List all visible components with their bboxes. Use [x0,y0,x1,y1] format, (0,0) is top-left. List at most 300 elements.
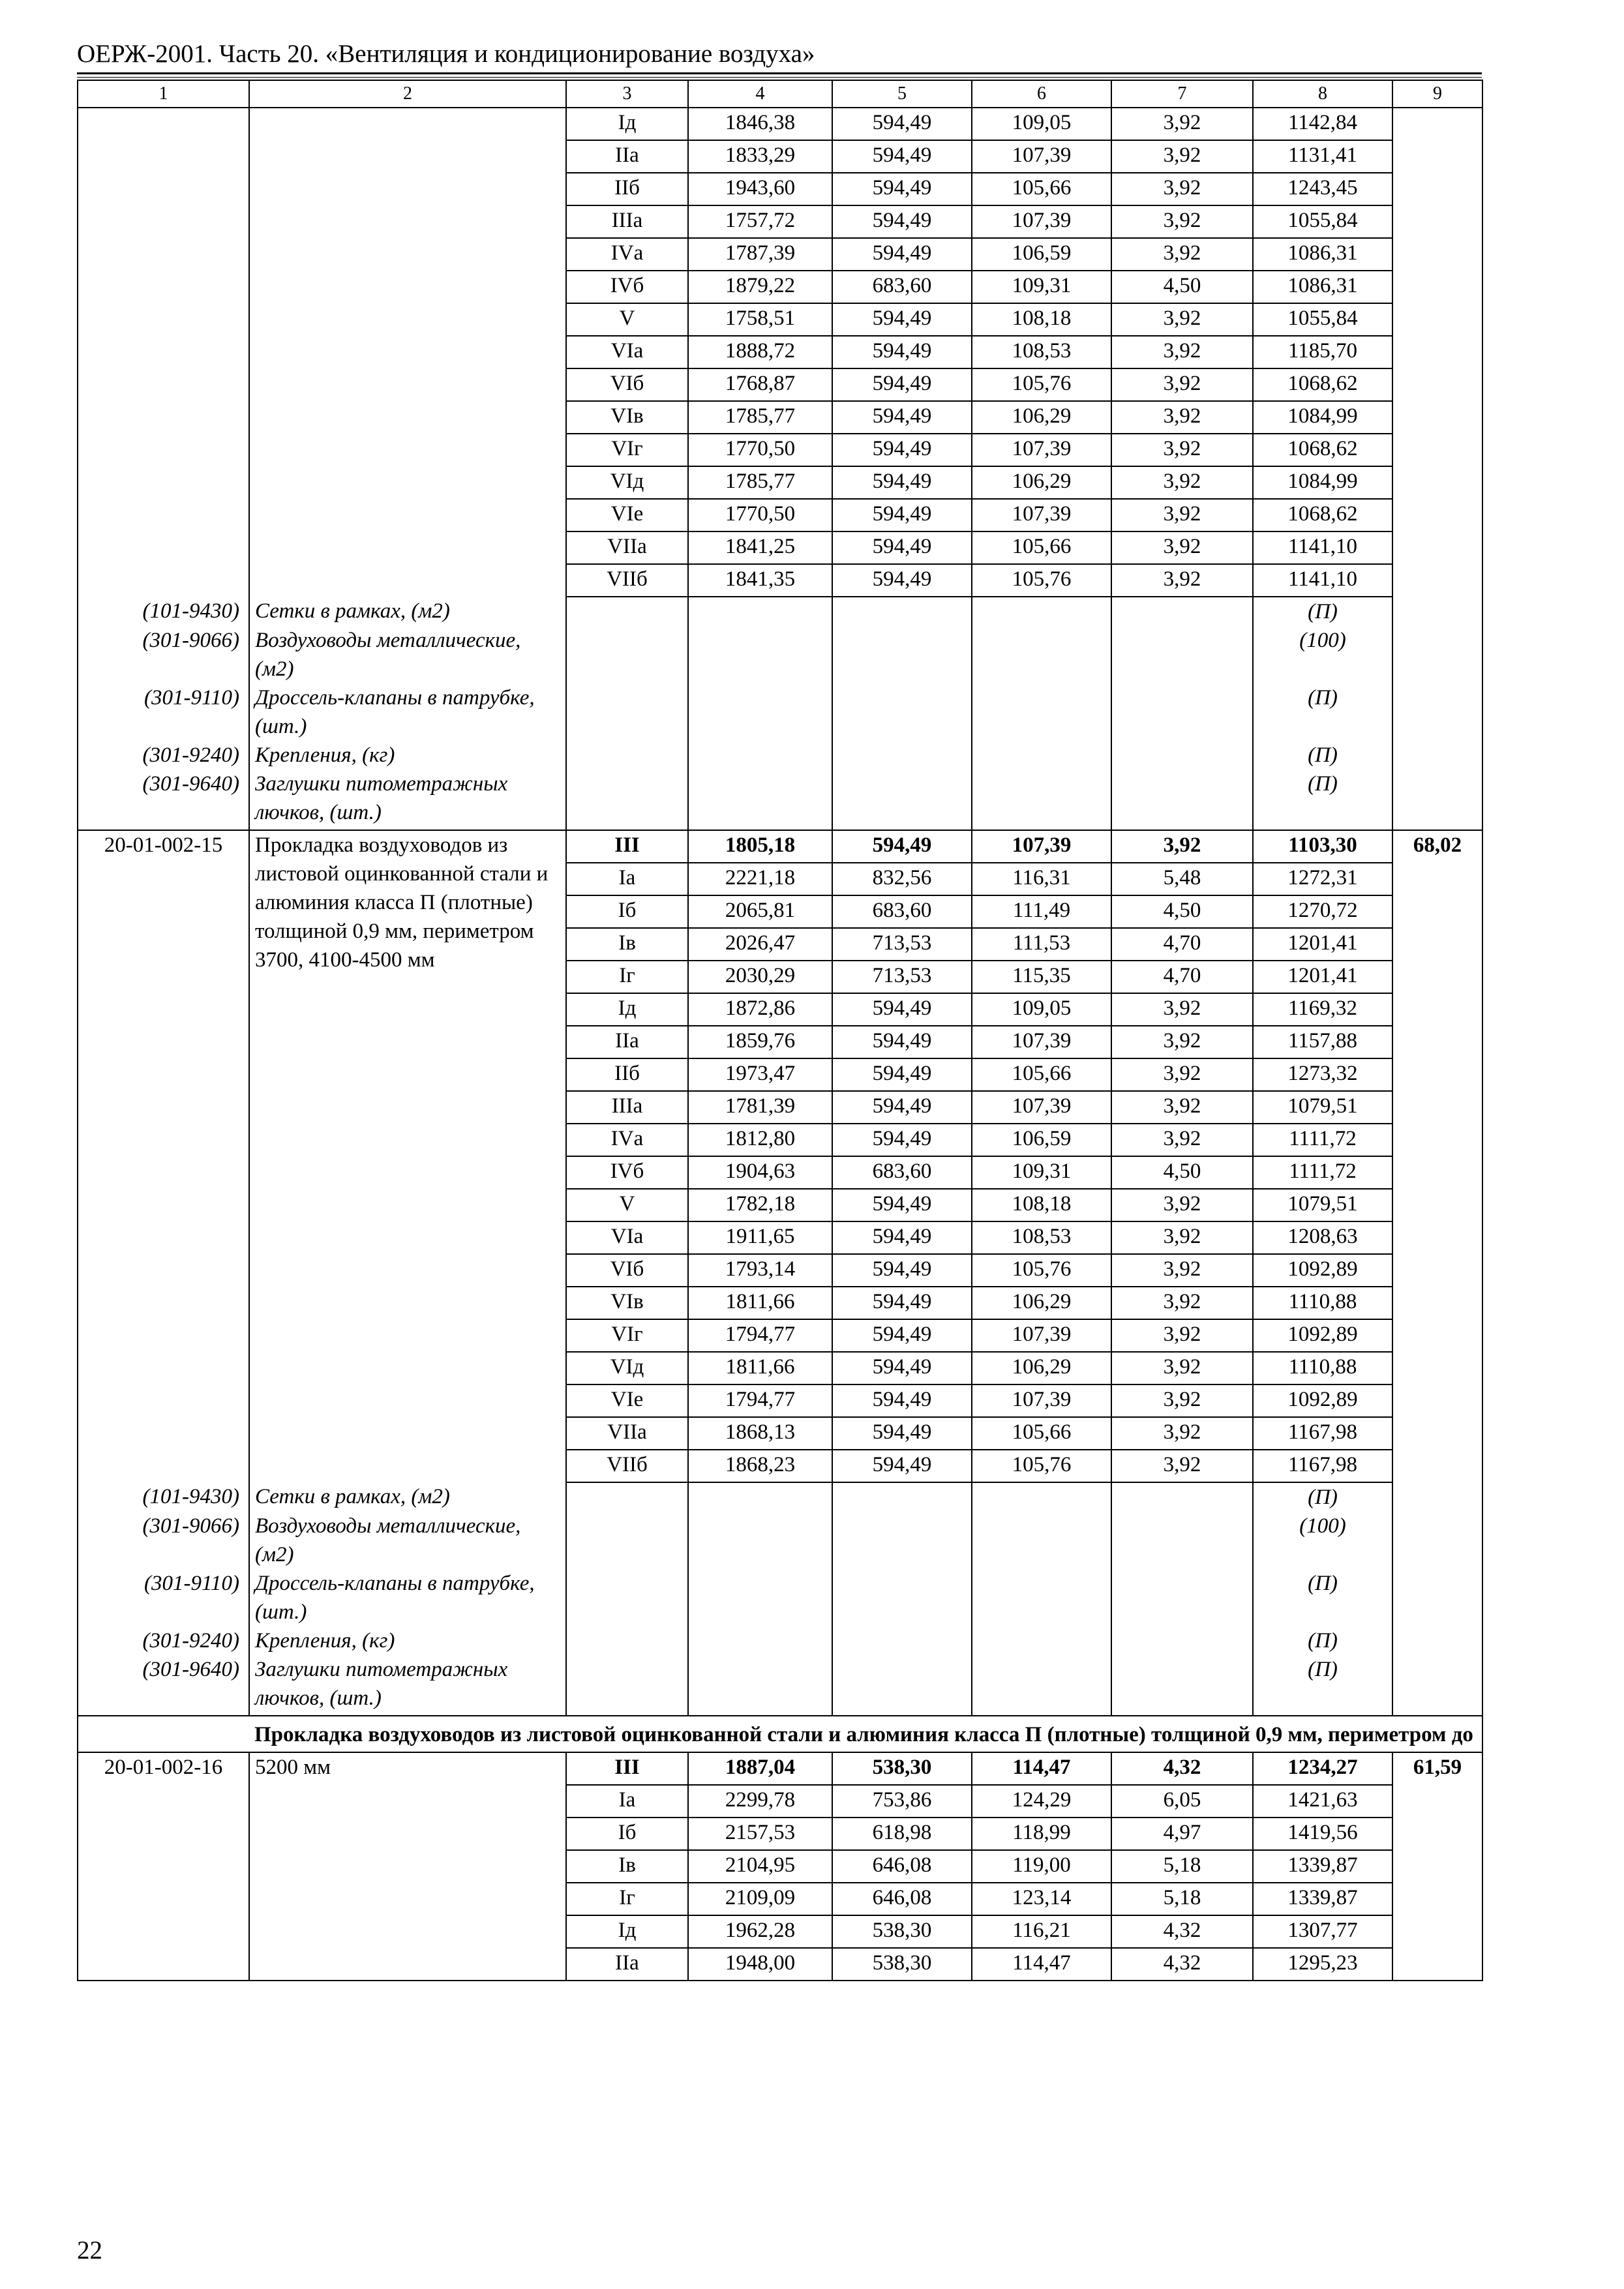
materials-cost: 1234,27 [1253,1752,1392,1785]
machine-cost: 106,29 [972,1287,1111,1319]
driver-wage: 3,92 [1111,434,1253,466]
driver-wage: 3,92 [1111,303,1253,336]
labor-cost: 594,49 [832,1287,972,1319]
total-cost: 1948,00 [688,1948,832,1981]
empty-cell [566,683,688,741]
empty-cell [1111,1512,1253,1569]
empty-cell [832,626,972,683]
driver-wage: 3,92 [1111,1417,1253,1450]
total-cost: 1911,65 [688,1221,832,1254]
driver-wage: 5,18 [1111,1850,1253,1883]
total-cost: 2221,18 [688,863,832,895]
climate-zone: VIд [566,466,688,499]
materials-cost: 1131,41 [1253,140,1392,173]
machine-cost: 124,29 [972,1785,1111,1818]
climate-zone: VIд [566,1352,688,1384]
driver-wage: 3,92 [1111,1384,1253,1417]
table-row [78,1752,1482,1785]
machine-cost: 107,39 [972,1091,1111,1124]
driver-wage: 6,05 [1111,1785,1253,1818]
labor-cost: 594,49 [832,1319,972,1352]
climate-zone: IIIа [566,1091,688,1124]
materials-cost: 1110,88 [1253,1352,1392,1384]
materials-cost: 1068,62 [1253,368,1392,401]
machine-cost: 123,14 [972,1883,1111,1915]
driver-wage: 3,92 [1111,830,1253,863]
empty-cell [972,683,1111,741]
climate-zone: VIб [566,1254,688,1287]
total-cost: 1785,77 [688,401,832,434]
machine-cost: 106,29 [972,466,1111,499]
machine-cost: 106,59 [972,238,1111,271]
machine-cost: 107,39 [972,499,1111,531]
empty-cell [688,741,832,770]
total-cost: 1872,86 [688,993,832,1026]
rates-table-container [77,80,1482,1981]
climate-zone: Iа [566,1785,688,1818]
climate-zone: VIе [566,499,688,531]
material-code: (301-9240) [78,741,249,770]
material-row [78,597,1482,626]
materials-cost: 1419,56 [1253,1818,1392,1850]
empty-cell [1111,1569,1253,1626]
labor-cost: 594,49 [832,993,972,1026]
materials-cost: 1068,62 [1253,434,1392,466]
empty-cell [1111,1626,1253,1655]
driver-wage: 3,92 [1111,1091,1253,1124]
driver-wage: 3,92 [1111,1058,1253,1091]
labor-cost: 618,98 [832,1818,972,1850]
empty-cell [1111,741,1253,770]
material-quantity: (П) [1253,597,1392,626]
rate-code: 20-01-002-16 [78,1752,249,1981]
labor-cost: 646,08 [832,1883,972,1915]
total-cost: 1785,77 [688,466,832,499]
machine-cost: 105,66 [972,173,1111,205]
materials-cost: 1201,41 [1253,928,1392,961]
labor-cost: 594,49 [832,466,972,499]
labor-cost: 594,49 [832,1124,972,1156]
empty-cell [566,741,688,770]
machine-cost: 109,05 [972,108,1111,140]
climate-zone: Iг [566,1883,688,1915]
total-cost: 1794,77 [688,1319,832,1352]
labor-cost: 832,56 [832,863,972,895]
driver-wage: 3,92 [1111,108,1253,140]
machine-cost: 105,76 [972,1450,1111,1482]
total-cost: 1782,18 [688,1189,832,1221]
driver-wage: 3,92 [1111,336,1253,368]
empty-cell [688,1626,832,1655]
material-code: (301-9640) [78,770,249,830]
labor-cost: 594,49 [832,531,972,564]
driver-wage: 3,92 [1111,140,1253,173]
material-row [78,1626,1482,1655]
climate-zone: Iв [566,928,688,961]
driver-wage: 4,32 [1111,1915,1253,1948]
machine-cost: 106,29 [972,401,1111,434]
empty-cell [566,1569,688,1626]
material-code: (301-9110) [78,1569,249,1626]
material-row [78,1512,1482,1569]
materials-cost: 1141,10 [1253,564,1392,597]
labor-cost: 594,49 [832,830,972,863]
climate-zone: Iб [566,895,688,928]
machine-cost: 106,59 [972,1124,1111,1156]
labor-cost: 713,53 [832,961,972,993]
empty-cell [972,1482,1111,1512]
labor-cost: 646,08 [832,1850,972,1883]
labor-cost: 594,49 [832,1384,972,1417]
total-cost: 1768,87 [688,368,832,401]
labor-cost: 594,49 [832,1417,972,1450]
climate-zone: IIб [566,1058,688,1091]
labor-cost: 594,49 [832,564,972,597]
labor-cost: 538,30 [832,1915,972,1948]
total-cost: 1794,77 [688,1384,832,1417]
rate-name: 5200 мм [249,1752,566,1981]
empty-cell [566,626,688,683]
empty-cell [972,1512,1111,1569]
material-code: (101-9430) [78,597,249,626]
driver-wage: 3,92 [1111,499,1253,531]
table-row [78,108,1482,140]
total-cost: 1811,66 [688,1352,832,1384]
machine-cost: 115,35 [972,961,1111,993]
labor-cost: 594,49 [832,499,972,531]
total-cost: 1887,04 [688,1752,832,1785]
material-name: Воздуховоды металлические, (м2) [249,1512,566,1569]
climate-zone: VIг [566,1319,688,1352]
labor-cost: 683,60 [832,1156,972,1189]
driver-wage: 3,92 [1111,1352,1253,1384]
machine-cost: 114,47 [972,1752,1111,1785]
code-cell-empty [78,108,249,597]
driver-wage: 3,92 [1111,173,1253,205]
name-cell-empty [249,108,566,597]
empty-cell [566,1626,688,1655]
materials-cost: 1084,99 [1253,401,1392,434]
climate-zone: IVб [566,271,688,303]
climate-zone: Iд [566,1915,688,1948]
empty-cell [1111,683,1253,741]
driver-wage: 4,32 [1111,1948,1253,1981]
total-cost: 2030,29 [688,961,832,993]
empty-cell [972,1569,1111,1626]
labor-cost: 594,49 [832,303,972,336]
materials-cost: 1092,89 [1253,1319,1392,1352]
materials-cost: 1068,62 [1253,499,1392,531]
empty-cell [1111,597,1253,626]
labor-cost: 594,49 [832,1091,972,1124]
labor-cost: 594,49 [832,368,972,401]
empty-cell [688,770,832,830]
climate-zone: Iв [566,1850,688,1883]
machine-cost: 107,39 [972,1026,1111,1058]
material-code: (301-9110) [78,683,249,741]
total-cost: 2157,53 [688,1818,832,1850]
total-cost: 1805,18 [688,830,832,863]
driver-wage: 4,50 [1111,1156,1253,1189]
materials-cost: 1141,10 [1253,531,1392,564]
total-cost: 1841,25 [688,531,832,564]
empty-cell [832,1569,972,1626]
materials-cost: 1142,84 [1253,108,1392,140]
driver-wage: 3,92 [1111,1450,1253,1482]
labor-cost: 594,49 [832,1058,972,1091]
empty-cell [832,770,972,830]
materials-cost: 1185,70 [1253,336,1392,368]
driver-wage: 3,92 [1111,1254,1253,1287]
total-cost: 1973,47 [688,1058,832,1091]
driver-wage: 3,92 [1111,1287,1253,1319]
machine-cost: 108,53 [972,336,1111,368]
materials-cost: 1339,87 [1253,1850,1392,1883]
empty-cell [972,1626,1111,1655]
machine-cost: 107,39 [972,1319,1111,1352]
materials-cost: 1339,87 [1253,1883,1392,1915]
driver-wage: 4,50 [1111,895,1253,928]
header-rule-thick [77,72,1482,74]
machine-cost: 116,21 [972,1915,1111,1948]
driver-wage: 4,32 [1111,1752,1253,1785]
machine-cost: 118,99 [972,1818,1111,1850]
column-number-7: 7 [1111,80,1253,108]
empty-cell [1111,1655,1253,1716]
column-number-8: 8 [1253,80,1392,108]
material-row [78,1482,1482,1512]
total-cost: 1787,39 [688,238,832,271]
total-cost: 1757,72 [688,205,832,238]
column-number-3: 3 [566,80,688,108]
total-cost: 2299,78 [688,1785,832,1818]
driver-wage: 3,92 [1111,466,1253,499]
empty-cell [566,1512,688,1569]
driver-wage: 3,92 [1111,1124,1253,1156]
materials-cost: 1103,30 [1253,830,1392,863]
climate-zone: VIг [566,434,688,466]
section-title-spacer [78,1716,249,1752]
empty-cell [688,626,832,683]
material-code: (101-9430) [78,1482,249,1512]
machine-cost: 109,31 [972,271,1111,303]
empty-cell [566,1482,688,1512]
total-cost: 1812,80 [688,1124,832,1156]
total-cost: 1833,29 [688,140,832,173]
labor-cost: 594,49 [832,238,972,271]
machine-cost: 107,39 [972,830,1111,863]
empty-cell [832,1626,972,1655]
climate-zone: VIIб [566,1450,688,1482]
driver-wage: 3,92 [1111,564,1253,597]
labor-cost: 594,49 [832,1026,972,1058]
material-name: Дроссель-клапаны в патрубке, (шт.) [249,1569,566,1626]
materials-cost: 1079,51 [1253,1091,1392,1124]
driver-wage: 4,70 [1111,961,1253,993]
driver-wage: 3,92 [1111,1319,1253,1352]
machine-cost: 105,66 [972,1417,1111,1450]
machine-cost: 107,39 [972,140,1111,173]
driver-wage: 5,18 [1111,1883,1253,1915]
labor-cost: 594,49 [832,434,972,466]
empty-cell [972,626,1111,683]
labor-cost: 713,53 [832,928,972,961]
total-cost: 1770,50 [688,499,832,531]
labor-cost: 683,60 [832,271,972,303]
climate-zone: VIIа [566,1417,688,1450]
driver-wage: 4,70 [1111,928,1253,961]
labor-cost: 594,49 [832,401,972,434]
machine-cost: 105,66 [972,1058,1111,1091]
empty-cell [832,1655,972,1716]
empty-cell [972,741,1111,770]
machine-cost: 105,76 [972,368,1111,401]
machine-cost: 106,29 [972,1352,1111,1384]
climate-zone: V [566,1189,688,1221]
total-cost: 2104,95 [688,1850,832,1883]
empty-cell [688,597,832,626]
driver-wage: 3,92 [1111,993,1253,1026]
driver-wage: 3,92 [1111,401,1253,434]
materials-cost: 1169,32 [1253,993,1392,1026]
column-number-2: 2 [249,80,566,108]
materials-cost: 1092,89 [1253,1254,1392,1287]
materials-cost: 1055,84 [1253,303,1392,336]
material-code: (301-9640) [78,1655,249,1716]
labor-hours: 61,59 [1392,1752,1482,1981]
total-cost: 1841,35 [688,564,832,597]
machine-cost: 111,49 [972,895,1111,928]
total-cost: 2109,09 [688,1883,832,1915]
climate-zone: VIе [566,1384,688,1417]
climate-zone: VIб [566,368,688,401]
rate-code: 20-01-002-15 [78,830,249,1482]
materials-cost: 1167,98 [1253,1417,1392,1450]
machine-cost: 109,05 [972,993,1111,1026]
material-quantity: (П) [1253,1626,1392,1655]
material-name: Заглушки питометражных лючков, (шт.) [249,1655,566,1716]
material-row [78,770,1482,830]
climate-zone: VIа [566,1221,688,1254]
machine-cost: 111,53 [972,928,1111,961]
material-code: (301-9240) [78,1626,249,1655]
empty-cell [688,683,832,741]
driver-wage: 3,92 [1111,368,1253,401]
material-row [78,626,1482,683]
column-number-9: 9 [1392,80,1482,108]
total-cost: 1904,63 [688,1156,832,1189]
labor-cost: 683,60 [832,895,972,928]
labor-cost: 594,49 [832,1450,972,1482]
machine-cost: 119,00 [972,1850,1111,1883]
machine-cost: 107,39 [972,434,1111,466]
empty-cell [688,1482,832,1512]
materials-cost: 1270,72 [1253,895,1392,928]
materials-cost: 1111,72 [1253,1156,1392,1189]
driver-wage: 3,92 [1111,1221,1253,1254]
total-cost: 1781,39 [688,1091,832,1124]
materials-cost: 1092,89 [1253,1384,1392,1417]
empty-cell [972,770,1111,830]
column-number-row [78,80,1482,108]
labor-cost: 538,30 [832,1752,972,1785]
empty-cell [832,1512,972,1569]
materials-cost: 1243,45 [1253,173,1392,205]
material-name: Воздуховоды металлические, (м2) [249,626,566,683]
empty-cell [832,683,972,741]
empty-cell [688,1655,832,1716]
material-code: (301-9066) [78,1512,249,1569]
driver-wage: 3,92 [1111,238,1253,271]
empty-cell [688,1569,832,1626]
page-header: ОЕРЖ-2001. Часть 20. «Вентиляция и кондиционирование воздуха» [77,40,815,68]
material-row [78,741,1482,770]
total-cost: 1879,22 [688,271,832,303]
climate-zone: III [566,1752,688,1785]
labor-cost: 753,86 [832,1785,972,1818]
materials-cost: 1273,32 [1253,1058,1392,1091]
climate-zone: IIа [566,1026,688,1058]
labor-cost: 594,49 [832,336,972,368]
climate-zone: IVб [566,1156,688,1189]
climate-zone: IVа [566,1124,688,1156]
labor-cost: 538,30 [832,1948,972,1981]
empty-cell [566,770,688,830]
materials-cost: 1157,88 [1253,1026,1392,1058]
driver-wage: 5,48 [1111,863,1253,895]
header-rule-thin [77,77,1482,78]
material-quantity: (100) [1253,626,1392,683]
climate-zone: Iд [566,993,688,1026]
column-number-4: 4 [688,80,832,108]
total-cost: 1793,14 [688,1254,832,1287]
machine-cost: 107,39 [972,1384,1111,1417]
climate-zone: Iд [566,108,688,140]
climate-zone: Iб [566,1818,688,1850]
material-name: Крепления, (кг) [249,741,566,770]
materials-cost: 1055,84 [1253,205,1392,238]
material-quantity: (П) [1253,683,1392,741]
column-number-5: 5 [832,80,972,108]
labor-cost: 594,49 [832,1352,972,1384]
labor-hours: 68,02 [1392,830,1482,1716]
materials-cost: 1086,31 [1253,271,1392,303]
page-number: 22 [77,2236,102,2264]
material-code: (301-9066) [78,626,249,683]
material-name: Крепления, (кг) [249,1626,566,1655]
climate-zone: VIIа [566,531,688,564]
labor-cost: 594,49 [832,1221,972,1254]
climate-zone: VIв [566,401,688,434]
driver-wage: 3,92 [1111,205,1253,238]
machine-cost: 108,53 [972,1221,1111,1254]
machine-cost: 105,76 [972,1254,1111,1287]
materials-cost: 1084,99 [1253,466,1392,499]
total-cost: 1758,51 [688,303,832,336]
empty-cell [566,597,688,626]
climate-zone: III [566,830,688,863]
driver-wage: 3,92 [1111,531,1253,564]
total-cost: 1811,66 [688,1287,832,1319]
total-cost: 2065,81 [688,895,832,928]
empty-cell [972,597,1111,626]
machine-cost: 109,31 [972,1156,1111,1189]
empty-cell [1111,770,1253,830]
materials-cost: 1201,41 [1253,961,1392,993]
column-number-1: 1 [78,80,249,108]
empty-cell [832,597,972,626]
section-title-row [78,1716,1482,1752]
